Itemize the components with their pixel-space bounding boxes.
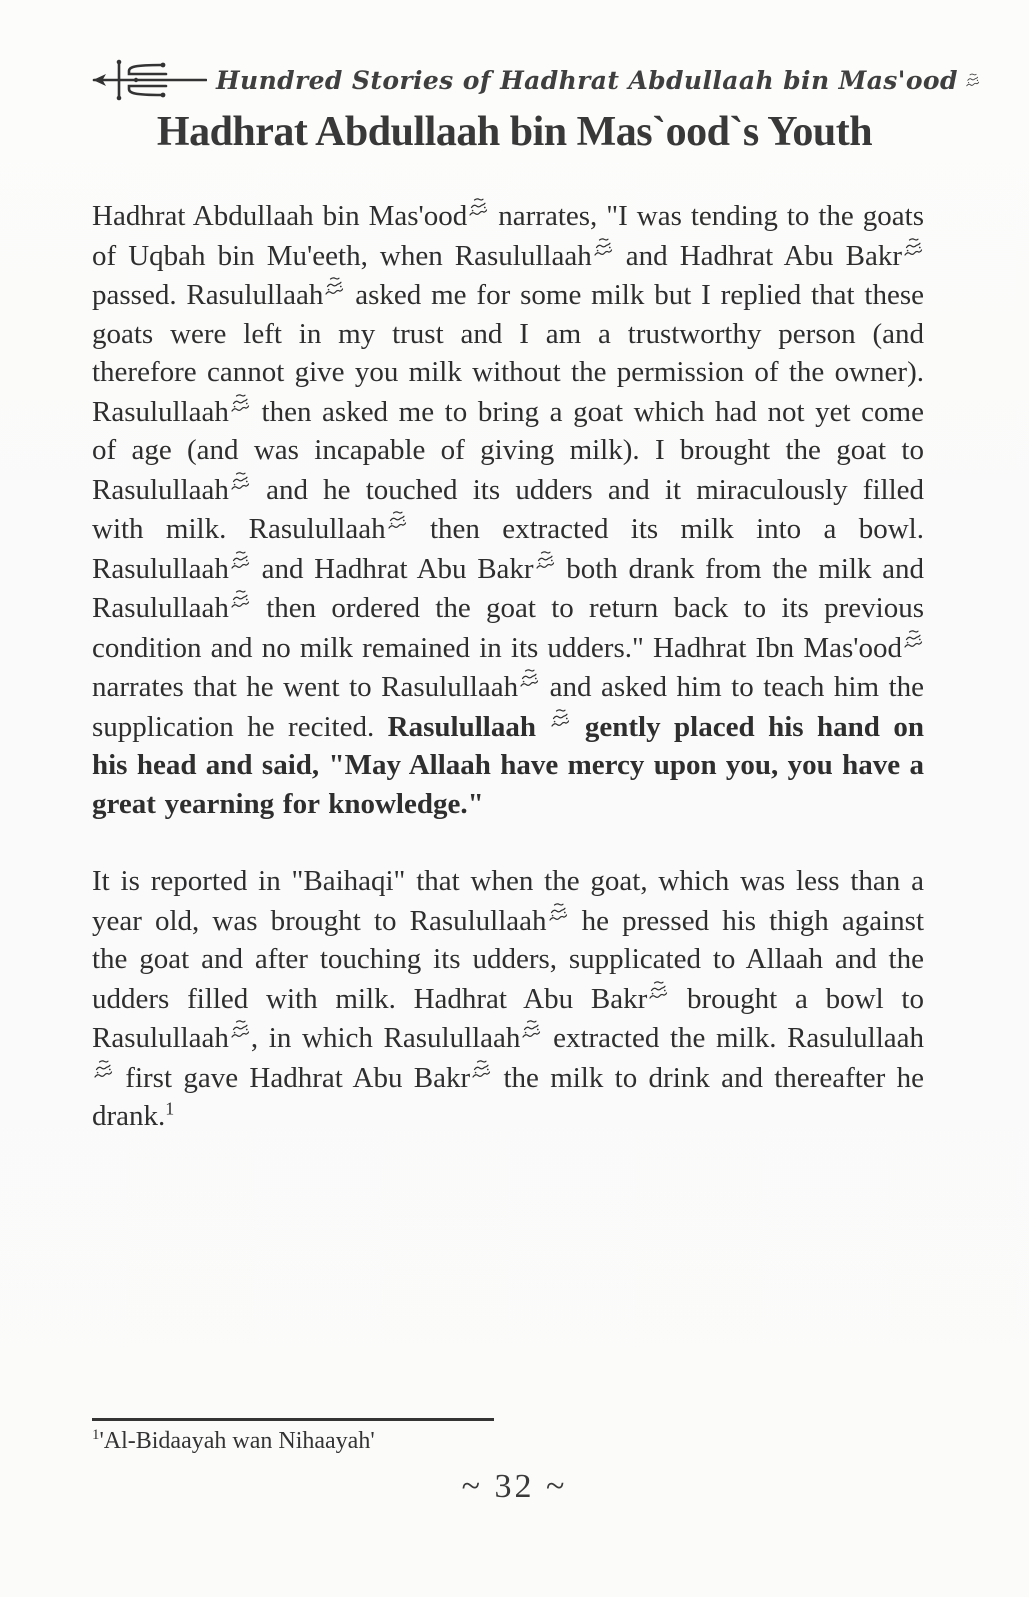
sallallahu-alayhi-wasallam-icon xyxy=(387,509,407,531)
ornament-divider-icon xyxy=(92,58,207,102)
sallallahu-alayhi-wasallam-icon xyxy=(519,667,539,689)
sallallahu-alayhi-wasallam-icon xyxy=(548,901,568,923)
radhiyallahu-anhu-icon xyxy=(471,1058,491,1080)
footnote-ref: 1 xyxy=(165,1098,175,1119)
text-run: passed. Rasulullaah xyxy=(92,279,324,311)
text-run: narrates that he went to Rasulullaah xyxy=(92,671,519,703)
text-run: extracted the milk. Rasulullaah xyxy=(542,1022,925,1054)
text-run: and asked him to teach him the supplication he recited. xyxy=(92,671,924,743)
text-run: , in which Rasulullaah xyxy=(250,1022,521,1054)
text-run: and Hadhrat Abu Bakr xyxy=(613,239,902,272)
sallallahu-alayhi-wasallam-icon xyxy=(550,707,570,729)
text-run: he pressed his thigh against the goat and after touching its udders, supplicated to Allaah and the udders filled with milk. Hadhrat Abu Bakr xyxy=(92,904,924,1015)
chapter-title: Hadhrat Abdullaah bin Mas`ood`s Youth xyxy=(156,109,873,155)
text-run: both drank from the milk and Rasulullaah xyxy=(92,552,924,624)
text-run: asked me for some milk but I replied that these goats were left in my trust and I am a trustworthy person (and therefore cannot give you milk without the permission of the owner). Rasulullaah xyxy=(92,279,924,428)
radhiyallahu-anhu-icon xyxy=(648,979,668,1001)
radhiyallahu-anhu-icon xyxy=(468,196,488,218)
sallallahu-alayhi-wasallam-icon xyxy=(593,236,613,258)
footnote-rule xyxy=(92,1418,494,1421)
radhiyallahu-anhu-icon xyxy=(903,236,923,258)
sallallahu-alayhi-wasallam-icon xyxy=(230,1018,250,1040)
text-run: first gave Hadhrat Abu Bakr xyxy=(114,1061,471,1094)
footnote-marker: 1 xyxy=(92,1427,100,1443)
sallallahu-alayhi-wasallam-icon xyxy=(324,275,344,297)
text-run: and he touched its udders and it miraculously filled with milk. Rasulullaah xyxy=(92,473,924,545)
sallallahu-alayhi-wasallam-icon xyxy=(230,549,250,571)
sallallahu-alayhi-wasallam-icon xyxy=(521,1018,541,1040)
page-header xyxy=(92,58,960,102)
sallallahu-alayhi-wasallam-icon xyxy=(230,392,250,414)
text-run: then ordered the goat to return back to its previous condition and no milk remained in its udders." Hadhrat Ibn Mas'ood xyxy=(92,592,924,664)
page-number: ~ 32 ~ xyxy=(461,1468,568,1505)
footnote-section xyxy=(92,1418,592,1455)
text-run: It is reported in "Baihaqi" that when the goat, which was less than a year old, was brought to Rasulullaah xyxy=(92,865,924,937)
footnote-text xyxy=(92,1428,592,1455)
text-run: the milk to drink and thereafter he drank. xyxy=(92,1061,925,1132)
sallallahu-alayhi-wasallam-icon xyxy=(230,470,250,492)
sallallahu-alayhi-wasallam-icon xyxy=(230,588,250,610)
text-run: Hadhrat Abdullaah bin Mas'ood xyxy=(92,200,468,232)
radhiyallahu-anhu-icon xyxy=(965,72,980,88)
running-title: Hundred Stories of Hadhrat Abdullaah bin Mas'ood xyxy=(216,65,958,95)
body-paragraphs xyxy=(92,196,924,1136)
paragraph xyxy=(92,862,924,1136)
radhiyallahu-anhu-icon xyxy=(903,628,923,650)
text-run: Rasulullaah xyxy=(387,710,550,743)
text-run: and Hadhrat Abu Bakr xyxy=(250,552,534,585)
text-run: then extracted its milk into a bowl. Rasulullaah xyxy=(92,513,924,585)
text-run: narrates, "I was tending to the goats of Uqbah bin Mu'eeth, when Rasulullaah xyxy=(92,200,925,272)
text-run: then asked me to bring a goat which had not yet come of age (and was incapable of giving milk). I brought the goat to Rasulullaah xyxy=(92,395,924,506)
text-run: brought a bowl to Rasulullaah xyxy=(92,982,924,1054)
paragraph xyxy=(92,196,924,823)
footnote-source: 'Al-Bidaayah wan Nihaayah' xyxy=(99,1428,375,1454)
text-run: gently placed his hand on his head and said, "May Allaah have mercy upon you, you have a great yearning for knowledge." xyxy=(92,710,924,820)
radhiyallahu-anhu-icon xyxy=(535,549,555,571)
sallallahu-alayhi-wasallam-icon xyxy=(93,1058,113,1080)
